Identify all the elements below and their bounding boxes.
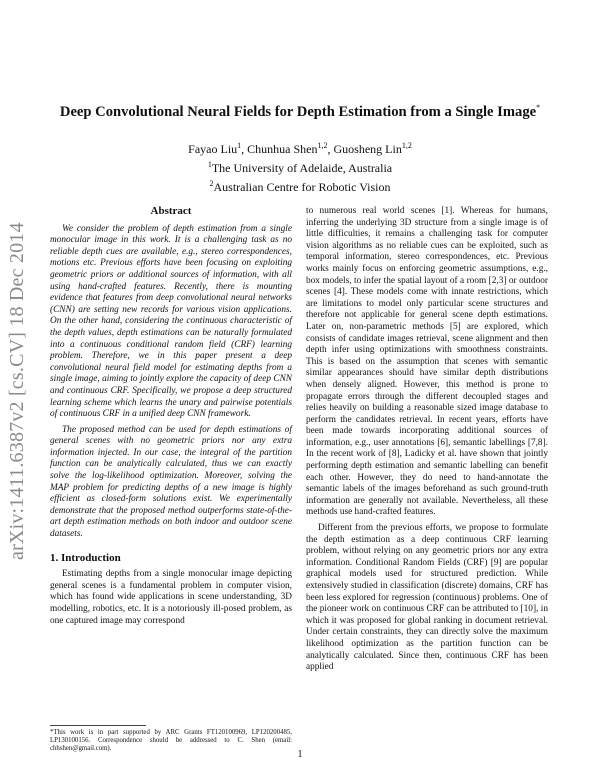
page-number: 1 — [297, 749, 303, 760]
author-2-affil: 1,2 — [317, 141, 328, 150]
right-paragraph-2: Different from the previous efforts, we propose to formulate the depth estimation as a deep continuous CRF learning problem, without relying on any geometric priors nor any extra information. Conditional Random Fields (CRF) [9] are popular graphical models used for structured prediction. While extensively studied in classification (discrete) domains, CRF has been less explored for regression (continuous) problems. One of the pioneer work on continuous CRF can be attributed to [10], in which it was proposed for global ranking in document retrieval. Under certain constraints, they can directly solve the maximum likelihood optimization as the partition function can be analytically calculated. Since then, continuous CRF has been applied — [306, 523, 548, 673]
author-block — [50, 138, 550, 195]
author-names — [50, 138, 550, 157]
author-2: , Chunhua Shen — [241, 142, 318, 156]
abstract-paragraph-1: We consider the problem of depth estimation from a single monocular image in this work. It is a challenging task as no reliable depth cues are available, e.g., stereo correspondences, motions etc. Previous efforts have been focusing on exploiting geometric priors or additional sources of information, with all using hand-crafted features. Recently, there is mounting evidence that features from deep convolutional neural networks (CNN) are setting new records for various vision applications. On the other hand, considering the continuous characteristic of the depth values, depth estimations can be naturally formulated into a continuous conditional random field (CRF) learning problem. Therefore, we in this paper present a deep convolutional neural field model for estimating depths from a single image, aiming to jointly explore the capacity of deep CNN and continuous CRF. Specifically, we propose a deep structured learning scheme which learns the unary and pairwise potentials of continuous CRF in a unified deep CNN framework. — [50, 223, 292, 420]
footnote: *This work is in part supported by ARC Grants FT120100969, LP120200485, LP130100156. Correspondence should be addressed to C. Shen (email: chhshen@gmail.com). — [50, 729, 292, 753]
abstract — [50, 206, 292, 541]
author-3-affil: 1,2 — [401, 141, 412, 150]
title-text: Deep Convolutional Neural Fields for Depth Estimation from a Single Image — [59, 103, 537, 120]
right-paragraph-1: to numerous real world scenes [1]. Whereas for humans, inferring the underlying 3D structure from a single image is of little difficulties, it remains a challenging task for computer vision algorithms as no reliable cues can be exploited, such as temporal information, stereo correspondences, etc. Previous works mainly focus on enforcing geometric assumptions, e.g., box models, to infer the spatial layout of a room [2,3] or outdoor scenes [4]. These models come with innate restrictions, which are limitations to model only particular scene structures and therefore not applicable for general scene depth estimations. Later on, non-parametric methods [5] are explored, which consists of candidate images retrieval, scene alignment and then depth infer using optimizations with smoothness constraints. This is based on the assumption that scenes with semantic similar appearances should have similar depth distributions when densely aligned. However, this method is prone to propagate errors through the different decoupled stages and relies heavily on building a reasonable sized image database to perform the candidates retrieval. In recent years, efforts have been made towards incorporating additional sources of information, e.g., user annotations [6], semantic labellings [7,8]. In the recent work of [8], Ladicky et al. have shown that jointly performing depth estimation and semantic labelling can benefit each other. However, they do need to hand-annotate the semantic labels of the images beforehand as such ground-truth information are generally not available. Nevertheless, all these methods use hand-crafted features. — [306, 206, 548, 518]
affiliation-2-text: Australian Centre for Robotic Vision — [213, 180, 391, 194]
left-column — [50, 206, 292, 631]
author-1-affil: 1 — [237, 141, 242, 150]
section-heading-introduction: 1. Introduction — [50, 551, 121, 564]
paper-title — [50, 103, 550, 121]
affiliation-1 — [50, 157, 550, 176]
abstract-heading: Abstract — [150, 205, 192, 217]
intro-paragraph-1: Estimating depths from a single monocular image depicting general scenes is a fundamental problem in computer vision, which has found wide applications in scene understanding, 3D modelling, robotics, etc. It is a notoriously ill-posed problem, as one captured image may correspond — [50, 569, 292, 626]
affiliation-1-text: The University of Adelaide, Australia — [211, 161, 393, 175]
introduction-section — [50, 553, 292, 628]
footnote-rule — [50, 725, 146, 726]
right-column — [306, 206, 548, 678]
title-footnote-mark: * — [536, 103, 541, 112]
affiliation-2-mark: 2 — [209, 179, 214, 188]
author-3: , Guosheng Lin — [327, 142, 402, 156]
abstract-paragraph-2: The proposed method can be used for depth estimations of general scenes with no geometric priors nor any extra information injected. In our case, the integral of the partition function can be analytically calculated, thus we can exactly solve the log-likelihood optimization. Moreover, solving the MAP problem for predicting depths of a new image is highly efficient as closed-form solutions exist. We experimentally demonstrate that the proposed method outperforms state-of-the-art depth estimation methods on both indoor and outdoor scene datasets. — [50, 424, 292, 540]
author-1: Fayao Liu — [188, 142, 238, 156]
affiliation-2 — [50, 176, 550, 195]
affiliation-1-mark: 1 — [207, 160, 212, 169]
arxiv-stamp: arXiv:1411.6387v2 [cs.CV] 18 Dec 2014 — [6, 222, 28, 560]
